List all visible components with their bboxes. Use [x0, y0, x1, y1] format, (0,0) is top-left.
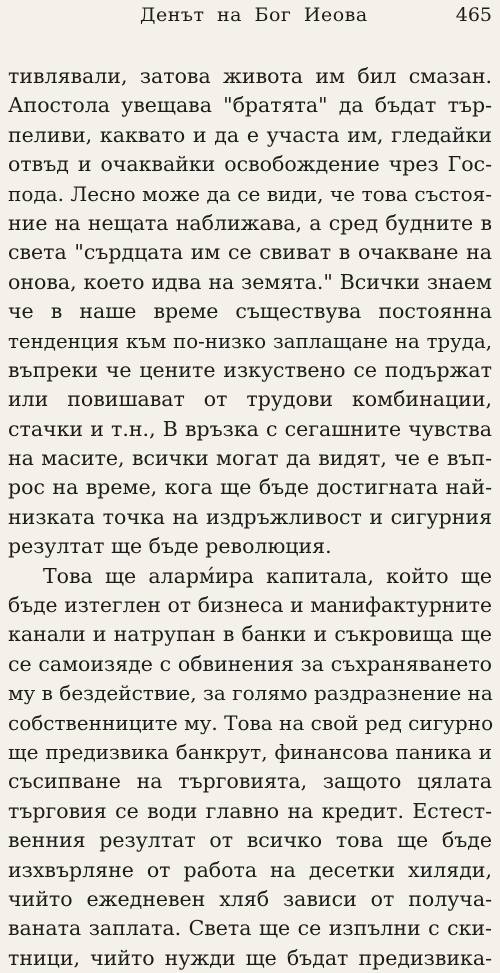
running-title: Денът на Бог Иеова	[140, 4, 368, 26]
text-line: въпреки че цените изкуствено се подържат	[8, 357, 492, 382]
text-line: света "сърдцата им се свиват в очакване на	[8, 240, 492, 265]
text-line: низката точка на издръжливост и сигурния	[8, 504, 492, 529]
text-line: тивлявали, затова живота им бил смазан.	[8, 64, 492, 88]
text-line: отвъд и очаквайки освобождение чрез Гос-	[8, 152, 492, 177]
text-line: бъде изтеглен от бизнеса и манифактурните	[8, 593, 492, 618]
text-line	[8, 121, 492, 150]
text-line: рос на време, кога ще бъде достигната най-	[8, 475, 492, 500]
text-line: чийто ежедневен хляб зависи от получа-	[8, 886, 492, 911]
text-line: стачки и т.н., В връзка с сегашните чувства	[8, 416, 492, 441]
text-line: ние на нещата наближава, а сред будните в	[8, 210, 492, 235]
text-line: че в наше време съществува постоянна	[8, 299, 492, 324]
text-line: резултат ще бъде революция.	[8, 534, 332, 559]
page-header	[0, 4, 500, 32]
text-line: търговия се води главно на кредит. Естест-	[8, 798, 492, 823]
text-body	[8, 62, 492, 973]
text-line: онова, което идва на земята." Всички знаем	[8, 269, 492, 294]
text-line: или повишават от трудови комбинации,	[8, 387, 492, 412]
text-line: тници, чийто нужди ще бъдат предизвика-	[8, 945, 492, 970]
text-line: се самоизяде с обвинения за съхраняването	[8, 651, 492, 676]
text-line: ваната заплата. Света ще се изпълни с ски-	[8, 916, 492, 941]
text-line: пода. Лесно може да се види, че това състоя-	[8, 181, 492, 206]
text-line: собственниците му. Това на свой ред сигурно	[8, 710, 494, 735]
text-line: ще предизвика банкрут, финансова паника и	[8, 739, 492, 764]
text-line: му в бездействие, за голямо раздразнение на	[8, 681, 493, 706]
text-line: тенденция към по-низко заплащане на труда,	[8, 329, 492, 353]
text-line: на масите, всички могат да видят, че е въп-	[8, 446, 492, 471]
text-line-part: Апостола увещава "братята" да бъдат тър-	[8, 93, 492, 118]
text-line: канали и натрупан в банки и съкровища ще	[8, 622, 492, 647]
text-line	[8, 91, 492, 120]
page-number: 465	[455, 4, 492, 26]
text-line-part: пеливи, каквато и да е участа им, гледайки	[8, 122, 492, 147]
text-line: Това ще аларм́ира капитала, който ще	[43, 563, 492, 588]
text-line: изхвърляне от работа на десетки хиляди,	[8, 857, 492, 882]
text-line: съсипване на търговията, защото цялата	[8, 769, 492, 794]
text-line: венния резултат от всичко това ще бъде	[8, 828, 492, 853]
